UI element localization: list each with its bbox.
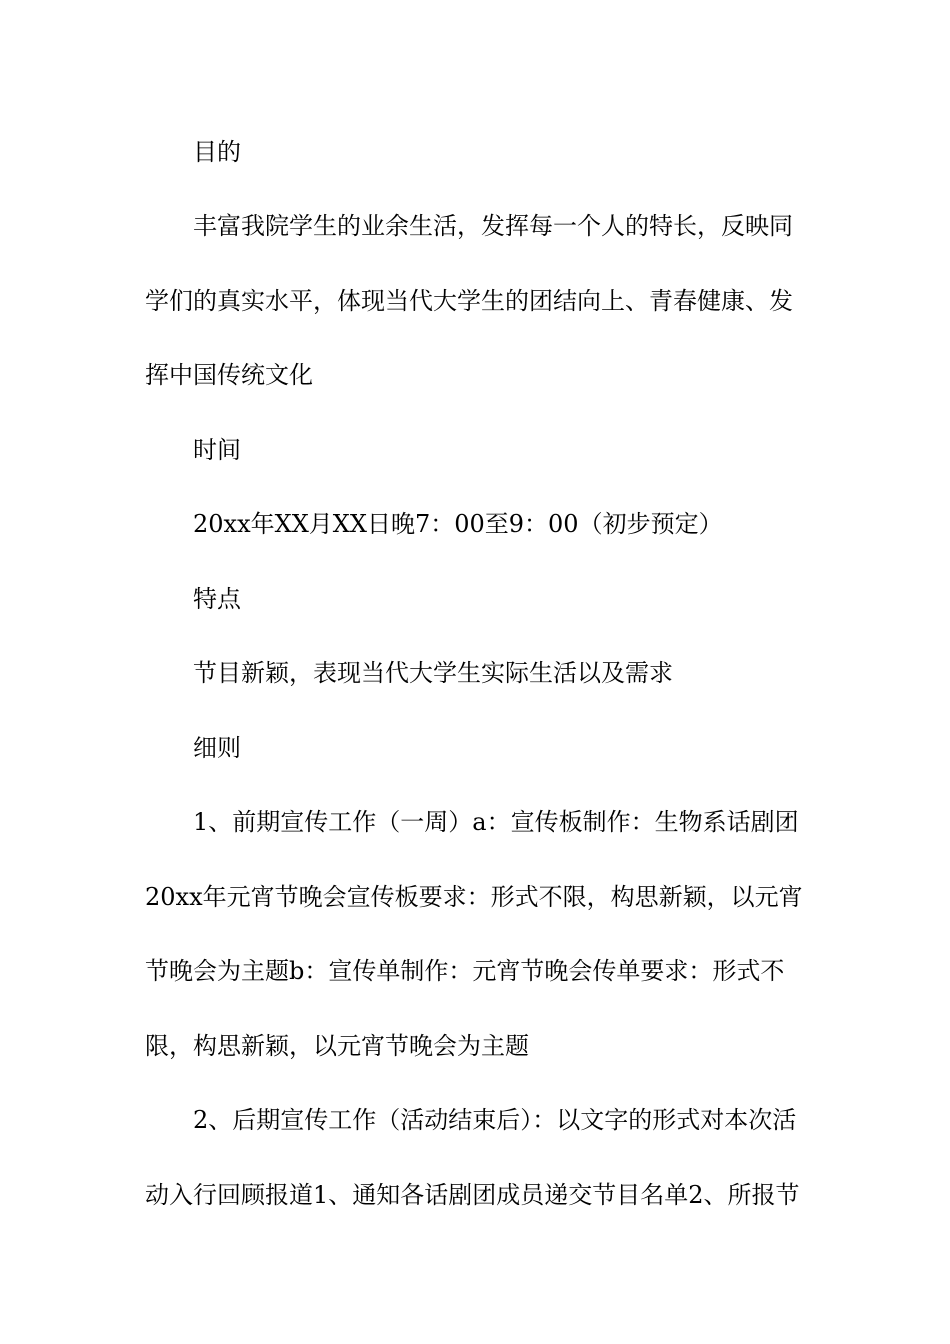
paragraph-line: 1、前期宣传工作（一周）a：宣传板制作：生物系话剧团 bbox=[193, 808, 799, 836]
paragraph-line: 丰富我院学生的业余生活，发挥每一个人的特长，反映同 bbox=[193, 212, 793, 240]
paragraph-line: 限，构思新颖，以元宵节晚会为主题 bbox=[145, 1032, 529, 1060]
heading-purpose: 目的 bbox=[193, 138, 241, 166]
paragraph-line: 节目新颖，表现当代大学生实际生活以及需求 bbox=[193, 659, 673, 687]
paragraph-line: 20xx年元宵节晚会宣传板要求：形式不限，构思新颖，以元宵 bbox=[145, 883, 803, 911]
paragraph-line: 节晚会为主题b：宣传单制作：元宵节晚会传单要求：形式不 bbox=[145, 957, 785, 985]
heading-time: 时间 bbox=[193, 436, 241, 464]
paragraph-line: 学们的真实水平，体现当代大学生的团结向上、青春健康、发 bbox=[145, 287, 793, 315]
heading-rules: 细则 bbox=[193, 734, 241, 762]
paragraph-line: 20xx年XX月XX日晚7：00至9：00（初步预定） bbox=[193, 510, 723, 538]
heading-features: 特点 bbox=[193, 585, 241, 613]
paragraph-line: 2、后期宣传工作（活动结束后）：以文字的形式对本次活 bbox=[193, 1106, 797, 1134]
paragraph-line: 动入行回顾报道1、通知各话剧团成员递交节目名单2、所报节 bbox=[145, 1181, 800, 1209]
paragraph-line: 挥中国传统文化 bbox=[145, 361, 313, 389]
